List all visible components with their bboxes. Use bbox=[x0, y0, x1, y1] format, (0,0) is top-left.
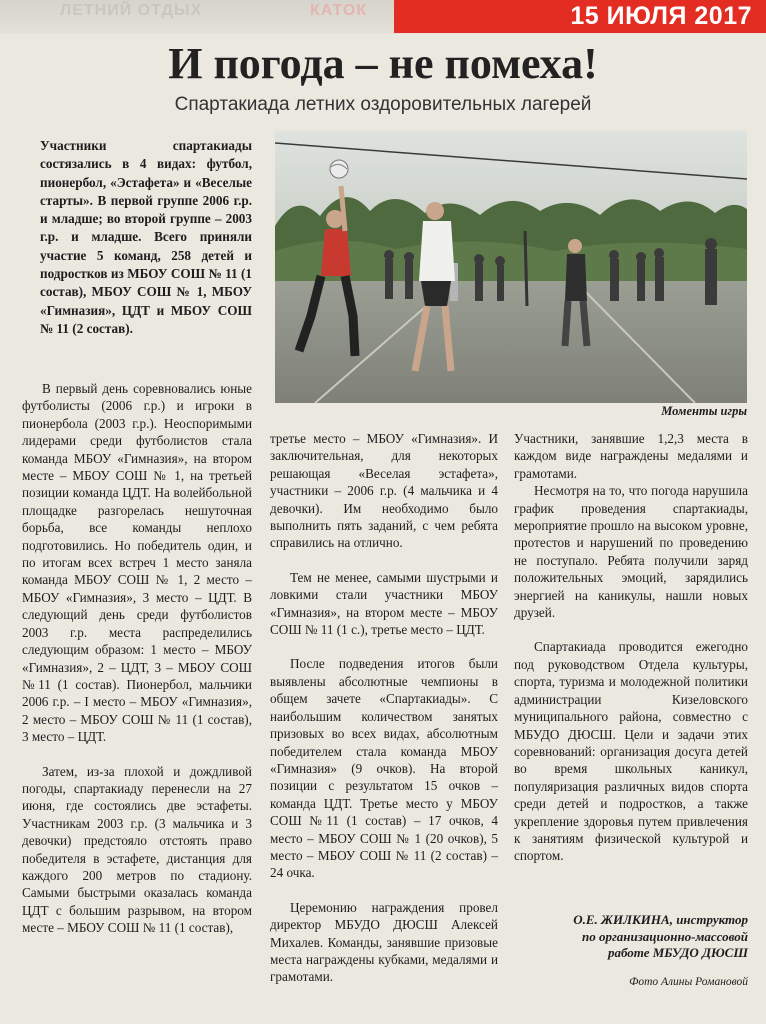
paragraph: В первый день соревновались юные футболисты (2006 г.р.) и игроки в пионербола (2003 г.р.). Неоспоримыми лидерами среди футболистов стала команда МБОУ «Гимназия», на втором месте – МБОУ СОШ № 1, на третьей позиции команда ЦДТ. На волейбольной площадке разгорелась нешуточная борьба, все команды неплохо подготовились. Но победитель один, и по итогам всех встреч 1 место заняла команда МБОУ СОШ № 1, 2 место – МБОУ «Гимназия», 3 место – ЦДТ. В следующий день среди футболистов 2003 г.р. места распределились следующим образом: 1 место – МБОУ «Гимназия», 2 – ЦДТ, 3 – МБОУ СОШ №11 (1 состав). Пионербол, мальчики 2006 г.р. – I место – МБОУ «Гимназия», 2 место – МБОУ СОШ № 11 (1 состав), 3 место – ЦДТ. bbox=[22, 381, 252, 745]
author-name-line: О.Е. ЖИЛКИНА, инструктор bbox=[573, 912, 748, 927]
article-column-1 bbox=[22, 380, 252, 937]
article-title: И погода – не помеха! bbox=[168, 39, 598, 88]
neighbor-headline-right: КАТОК bbox=[310, 2, 368, 19]
paragraph: После подведения итогов были выявлены абсолютные чемпионы в общем зачете «Спартакиады». С наибольшим количеством занятых призовых во всех видах, абсолютным победителем стала команда МБОУ «Гимназия» (9 очков). На второй позиции с результатом 15 очков – команда ЦДТ. Третье место у МБОУ СОШ №11 (1 состав) – 17 очков, 4 место – МБОУ СОШ № 1 (20 очков), 5 место – МБОУ СОШ № 11 (2 состав) – 24 очка. bbox=[270, 656, 498, 881]
paragraph: Несмотря на то, что погода нарушила график проведения спартакиады, мероприятие прошло на высоком уровне, протестов и нарушений по проведению не поступало. Ребята получили заряд положительных эмоций, зарядились энергией на каникулы, нашли новых друзей. bbox=[514, 483, 748, 621]
article-column-3 bbox=[514, 430, 748, 865]
author-org-line: работе МБУДО ДЮСШ bbox=[607, 945, 748, 960]
neighbor-headline-left: ЛЕТНИЙ ОТДЫХ bbox=[60, 2, 203, 19]
volleyball-game-photo bbox=[275, 131, 747, 403]
photo-credit: Фото Алины Романовой bbox=[629, 976, 748, 988]
paragraph: Затем, из-за плохой и дождливой погоды, спартакиаду перенесли на 27 июня, где состоялись две эстафеты. Участникам 2003 г.р. (3 мальчика и 3 девочки) предстояло отстоять право победителя в эстафете, дистанция для каждого 200 метров по стадиону. Самыми быстрыми оказалась команда ЦДТ с большим разрывом, на втором месте – МБОУ СОШ № 11 (1 состав), bbox=[22, 763, 252, 936]
article-subtitle: Спартакиада летних оздоровительных лагерей bbox=[174, 94, 592, 115]
issue-date: 15 ИЮЛЯ 2017 bbox=[394, 0, 766, 33]
photo-caption: Моменты игры bbox=[661, 404, 747, 418]
paragraph: Спартакиада проводится ежегодно под руководством Отдела культуры, спорта, туризма и молодежной политики администрации Кизеловского муниципального района, совместно с МБУДО ДЮСШ. Цели и задачи этих соревнований: организация досуга детей во время школьных каникул, популяризация различных видов спорта среди детей и подростков, а также укрепление здоровья путем привлечения к занятиям физической культурой и спортом. bbox=[514, 639, 748, 864]
paragraph: третье место – МБОУ «Гимназия». И заключительная, для некоторых решающая «Веселая эстафета», участники – 2006 г.р. (4 мальчика и 4 девочки). Им необходимо было выполнить пять заданий, с чем ребята справились на отлично. bbox=[270, 431, 498, 551]
author-role-line: по организационно-массовой bbox=[581, 928, 748, 944]
paragraph: Участники, занявшие 1,2,3 места в каждом виде награждены медалями и грамотами. bbox=[514, 431, 748, 481]
author-signature bbox=[514, 912, 748, 962]
photo-image bbox=[275, 131, 747, 403]
paragraph: Церемонию награждения провел директор МБУДО ДЮСШ Алексей Михалев. Команды, занявшие призовые места награждены кубками, медалями и грамотами. bbox=[270, 899, 498, 985]
article-column-2 bbox=[270, 430, 498, 986]
article-lead: Участники спартакиады состязались в 4 видах: футбол, пионербол, «Эстафета» и «Веселые старты». В первой группе 2006 г.р. и младше; во второй группе – 2003 г.р. и младше. Всего приняли участие 5 команд, 258 детей и подростков из МБОУ СОШ № 11 (1 состав), МБОУ СОШ № 1, МБОУ «Гимназия», ЦДТ и МБОУ СОШ № 11 (2 состав). bbox=[40, 138, 252, 336]
paragraph: Тем не менее, самыми шустрыми и ловкими стали участники МБОУ «Гимназия», на втором месте – МБОУ СОШ № 11 (1 с.), третье место – ЦДТ. bbox=[270, 569, 498, 638]
